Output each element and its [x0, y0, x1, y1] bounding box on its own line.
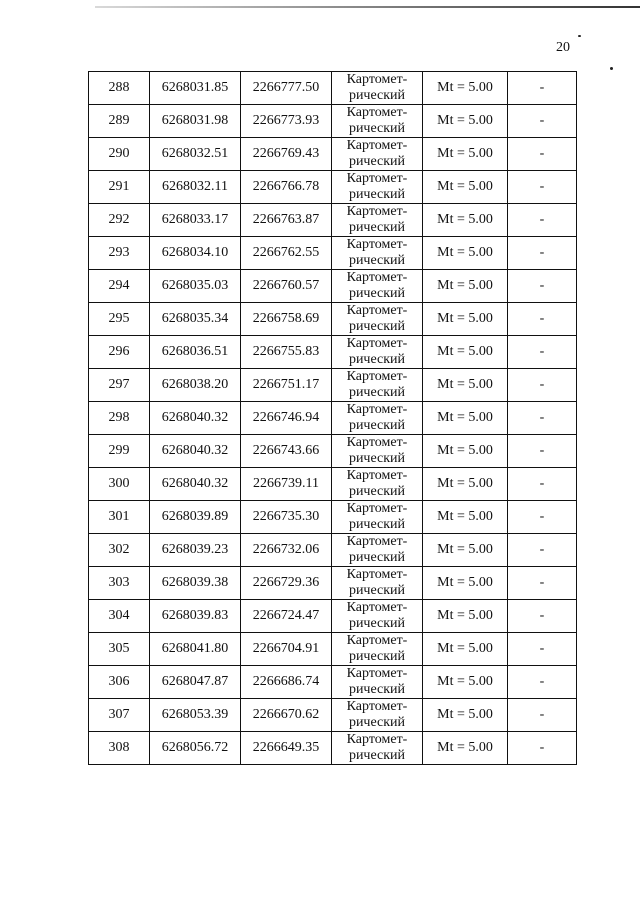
x-coordinate-cell: 6268039.23 — [150, 534, 241, 567]
method-line-1: Картомет- — [346, 237, 408, 252]
y-coordinate-cell: 2266686.74 — [241, 666, 332, 699]
x-coordinate-cell: 6268047.87 — [150, 666, 241, 699]
method-line-1: Картомет- — [346, 138, 408, 153]
method-cell — [332, 501, 423, 534]
x-coordinate-cell: 6268039.38 — [150, 567, 241, 600]
y-coordinate-cell: 2266724.47 — [241, 600, 332, 633]
table-row — [89, 72, 577, 105]
table-row — [89, 501, 577, 534]
point-number-cell: 307 — [89, 699, 150, 732]
method-line-1: Картомет- — [346, 303, 408, 318]
x-coordinate-cell: 6268053.39 — [150, 699, 241, 732]
note-cell: - — [508, 105, 577, 138]
x-coordinate-cell: 6268031.98 — [150, 105, 241, 138]
accuracy-cell: Mt = 5.00 — [423, 138, 508, 171]
method-line-2: рический — [348, 715, 406, 730]
method-line-2: рический — [348, 385, 406, 400]
y-coordinate-cell: 2266670.62 — [241, 699, 332, 732]
y-coordinate-cell: 2266746.94 — [241, 402, 332, 435]
method-line-2: рический — [348, 253, 406, 268]
point-number-cell: 298 — [89, 402, 150, 435]
note-cell: - — [508, 336, 577, 369]
method-line-2: рический — [348, 748, 406, 763]
x-coordinate-cell: 6268040.32 — [150, 435, 241, 468]
accuracy-cell: Mt = 5.00 — [423, 534, 508, 567]
point-number-cell: 295 — [89, 303, 150, 336]
y-coordinate-cell: 2266649.35 — [241, 732, 332, 765]
point-number-cell: 291 — [89, 171, 150, 204]
method-line-2: рический — [348, 583, 406, 598]
method-cell — [332, 732, 423, 765]
method-cell — [332, 567, 423, 600]
y-coordinate-cell: 2266751.17 — [241, 369, 332, 402]
method-cell — [332, 237, 423, 270]
accuracy-cell: Mt = 5.00 — [423, 72, 508, 105]
method-cell — [332, 534, 423, 567]
point-number-cell: 301 — [89, 501, 150, 534]
table-body — [89, 72, 577, 765]
point-number-cell: 306 — [89, 666, 150, 699]
accuracy-cell: Mt = 5.00 — [423, 171, 508, 204]
method-line-1: Картомет- — [346, 666, 408, 681]
method-line-1: Картомет- — [346, 699, 408, 714]
method-cell — [332, 699, 423, 732]
note-cell: - — [508, 534, 577, 567]
method-line-1: Картомет- — [346, 369, 408, 384]
note-cell: - — [508, 270, 577, 303]
point-number-cell: 304 — [89, 600, 150, 633]
x-coordinate-cell: 6268040.32 — [150, 468, 241, 501]
method-line-1: Картомет- — [346, 732, 408, 747]
note-cell: - — [508, 138, 577, 171]
note-cell: - — [508, 732, 577, 765]
point-number-cell: 292 — [89, 204, 150, 237]
accuracy-cell: Mt = 5.00 — [423, 732, 508, 765]
y-coordinate-cell: 2266763.87 — [241, 204, 332, 237]
accuracy-cell: Mt = 5.00 — [423, 336, 508, 369]
method-line-2: рический — [348, 319, 406, 334]
table-row — [89, 468, 577, 501]
y-coordinate-cell: 2266755.83 — [241, 336, 332, 369]
method-line-1: Картомет- — [346, 270, 408, 285]
accuracy-cell: Mt = 5.00 — [423, 237, 508, 270]
table-row — [89, 633, 577, 666]
table-row — [89, 303, 577, 336]
note-cell: - — [508, 435, 577, 468]
method-cell — [332, 171, 423, 204]
method-line-2: рический — [348, 451, 406, 466]
table-row — [89, 204, 577, 237]
method-cell — [332, 72, 423, 105]
accuracy-cell: Mt = 5.00 — [423, 600, 508, 633]
x-coordinate-cell: 6268040.32 — [150, 402, 241, 435]
method-line-2: рический — [348, 352, 406, 367]
accuracy-cell: Mt = 5.00 — [423, 666, 508, 699]
table-row — [89, 237, 577, 270]
y-coordinate-cell: 2266769.43 — [241, 138, 332, 171]
y-coordinate-cell: 2266729.36 — [241, 567, 332, 600]
method-line-2: рический — [348, 616, 406, 631]
y-coordinate-cell: 2266777.50 — [241, 72, 332, 105]
note-cell: - — [508, 633, 577, 666]
table-row — [89, 567, 577, 600]
table-row — [89, 666, 577, 699]
method-cell — [332, 468, 423, 501]
method-line-1: Картомет- — [346, 72, 408, 87]
method-line-2: рический — [348, 484, 406, 499]
x-coordinate-cell: 6268038.20 — [150, 369, 241, 402]
method-cell — [332, 336, 423, 369]
method-line-1: Картомет- — [346, 204, 408, 219]
accuracy-cell: Mt = 5.00 — [423, 105, 508, 138]
method-cell — [332, 105, 423, 138]
point-number-cell: 305 — [89, 633, 150, 666]
point-number-cell: 289 — [89, 105, 150, 138]
note-cell: - — [508, 237, 577, 270]
method-line-2: рический — [348, 517, 406, 532]
y-coordinate-cell: 2266704.91 — [241, 633, 332, 666]
note-cell: - — [508, 666, 577, 699]
method-line-2: рический — [348, 682, 406, 697]
point-number-cell: 294 — [89, 270, 150, 303]
note-cell: - — [508, 501, 577, 534]
point-number-cell: 288 — [89, 72, 150, 105]
x-coordinate-cell: 6268035.03 — [150, 270, 241, 303]
page-number: 20 — [556, 40, 570, 55]
x-coordinate-cell: 6268032.11 — [150, 171, 241, 204]
method-line-1: Картомет- — [346, 567, 408, 582]
y-coordinate-cell: 2266762.55 — [241, 237, 332, 270]
note-cell: - — [508, 402, 577, 435]
y-coordinate-cell: 2266758.69 — [241, 303, 332, 336]
note-cell: - — [508, 699, 577, 732]
method-line-1: Картомет- — [346, 633, 408, 648]
y-coordinate-cell: 2266735.30 — [241, 501, 332, 534]
accuracy-cell: Mt = 5.00 — [423, 699, 508, 732]
accuracy-cell: Mt = 5.00 — [423, 633, 508, 666]
method-line-1: Картомет- — [346, 468, 408, 483]
table-row — [89, 402, 577, 435]
method-cell — [332, 138, 423, 171]
point-number-cell: 293 — [89, 237, 150, 270]
point-number-cell: 302 — [89, 534, 150, 567]
method-cell — [332, 666, 423, 699]
method-line-2: рический — [348, 187, 406, 202]
method-line-1: Картомет- — [346, 105, 408, 120]
point-number-cell: 299 — [89, 435, 150, 468]
note-cell: - — [508, 72, 577, 105]
table-row — [89, 435, 577, 468]
method-line-2: рический — [348, 550, 406, 565]
method-line-2: рический — [348, 418, 406, 433]
x-coordinate-cell: 6268041.80 — [150, 633, 241, 666]
method-cell — [332, 204, 423, 237]
table-row — [89, 105, 577, 138]
y-coordinate-cell: 2266766.78 — [241, 171, 332, 204]
note-cell: - — [508, 600, 577, 633]
method-cell — [332, 303, 423, 336]
table-row — [89, 138, 577, 171]
x-coordinate-cell: 6268032.51 — [150, 138, 241, 171]
point-number-cell: 296 — [89, 336, 150, 369]
scan-speck — [578, 35, 581, 37]
note-cell: - — [508, 369, 577, 402]
method-cell — [332, 402, 423, 435]
accuracy-cell: Mt = 5.00 — [423, 369, 508, 402]
accuracy-cell: Mt = 5.00 — [423, 270, 508, 303]
x-coordinate-cell: 6268039.83 — [150, 600, 241, 633]
x-coordinate-cell: 6268034.10 — [150, 237, 241, 270]
x-coordinate-cell: 6268056.72 — [150, 732, 241, 765]
accuracy-cell: Mt = 5.00 — [423, 468, 508, 501]
table-row — [89, 534, 577, 567]
table-row — [89, 270, 577, 303]
accuracy-cell: Mt = 5.00 — [423, 402, 508, 435]
y-coordinate-cell: 2266743.66 — [241, 435, 332, 468]
table-row — [89, 600, 577, 633]
method-cell — [332, 270, 423, 303]
method-line-1: Картомет- — [346, 336, 408, 351]
scan-speck — [610, 67, 613, 70]
accuracy-cell: Mt = 5.00 — [423, 435, 508, 468]
method-line-1: Картомет- — [346, 171, 408, 186]
method-line-2: рический — [348, 286, 406, 301]
method-cell — [332, 435, 423, 468]
point-number-cell: 308 — [89, 732, 150, 765]
method-cell — [332, 369, 423, 402]
method-line-1: Картомет- — [346, 600, 408, 615]
x-coordinate-cell: 6268031.85 — [150, 72, 241, 105]
method-line-2: рический — [348, 88, 406, 103]
note-cell: - — [508, 171, 577, 204]
x-coordinate-cell: 6268033.17 — [150, 204, 241, 237]
note-cell: - — [508, 468, 577, 501]
table-row — [89, 699, 577, 732]
table-row — [89, 369, 577, 402]
point-number-cell: 303 — [89, 567, 150, 600]
method-line-2: рический — [348, 154, 406, 169]
accuracy-cell: Mt = 5.00 — [423, 567, 508, 600]
method-cell — [332, 600, 423, 633]
x-coordinate-cell: 6268036.51 — [150, 336, 241, 369]
method-line-2: рический — [348, 121, 406, 136]
x-coordinate-cell: 6268039.89 — [150, 501, 241, 534]
method-line-1: Картомет- — [346, 435, 408, 450]
table-row — [89, 336, 577, 369]
point-number-cell: 290 — [89, 138, 150, 171]
method-line-2: рический — [348, 220, 406, 235]
note-cell: - — [508, 303, 577, 336]
point-number-cell: 297 — [89, 369, 150, 402]
table-row — [89, 171, 577, 204]
method-line-2: рический — [348, 649, 406, 664]
y-coordinate-cell: 2266760.57 — [241, 270, 332, 303]
y-coordinate-cell: 2266773.93 — [241, 105, 332, 138]
scan-edge-line — [95, 6, 640, 8]
method-cell — [332, 633, 423, 666]
accuracy-cell: Mt = 5.00 — [423, 303, 508, 336]
y-coordinate-cell: 2266739.11 — [241, 468, 332, 501]
coordinates-table — [88, 71, 577, 765]
accuracy-cell: Mt = 5.00 — [423, 501, 508, 534]
table-row — [89, 732, 577, 765]
x-coordinate-cell: 6268035.34 — [150, 303, 241, 336]
note-cell: - — [508, 204, 577, 237]
point-number-cell: 300 — [89, 468, 150, 501]
accuracy-cell: Mt = 5.00 — [423, 204, 508, 237]
note-cell: - — [508, 567, 577, 600]
method-line-1: Картомет- — [346, 402, 408, 417]
y-coordinate-cell: 2266732.06 — [241, 534, 332, 567]
method-line-1: Картомет- — [346, 501, 408, 516]
method-line-1: Картомет- — [346, 534, 408, 549]
